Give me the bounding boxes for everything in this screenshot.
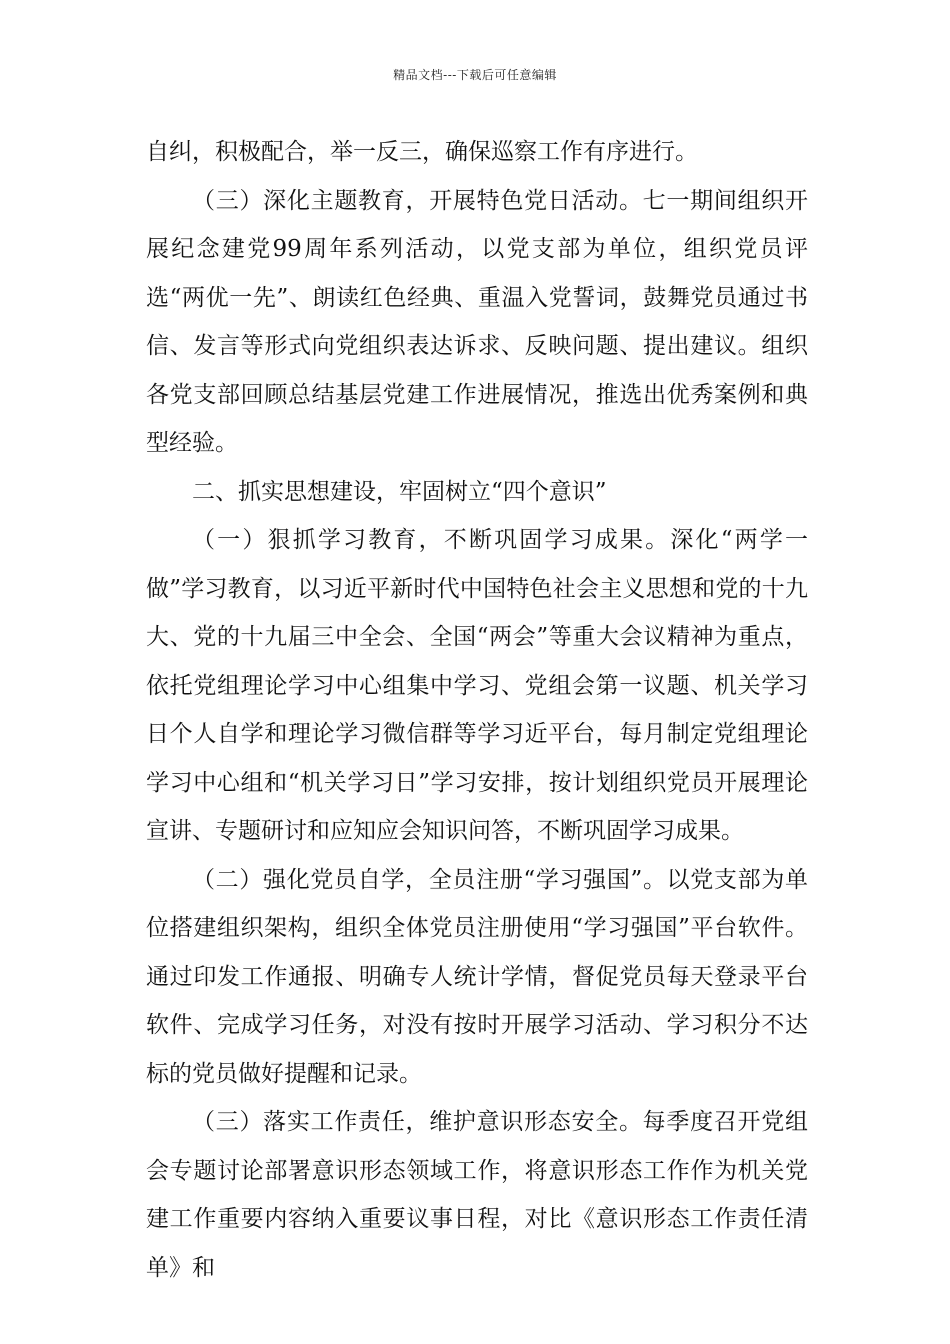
- paragraph-self-study: （二）强化党员自学，全员注册“学习强国”。以党支部为单位搭建组织架构，组织全体党员注册使用“学习强国”平台软件。通过印发工作通报、明确专人统计学情，督促党员每天登录平台软件、完成学习任务，对没有按时开展学习活动、学习积分不达标的党员做好提醒和记录。: [146, 866, 808, 1087]
- paragraph-party-day-activities: （三）深化主题教育，开展特色党日活动。七一期间组织开展纪念建党99周年系列活动，以党支部为单位，组织党员评选“两优一先”、朗读红色经典、重温入党誓词，鼓舞党员通过书信、发言等形式向党组织表达诉求、反映问题、提出建议。组织各党支部回顾总结基层党建工作进展情况，推选出优秀案例和典型经验。: [146, 187, 808, 456]
- paragraph-ideology-responsibility: （三）落实工作责任，维护意识形态安全。每季度召开党组会专题讨论部署意识形态领域工作，将意识形态工作作为机关党建工作重要内容纳入重要议事日程，对比《意识形态工作责任清单》和: [146, 1109, 808, 1281]
- paragraph-study-education: （一）狠抓学习教育，不断巩固学习成果。深化“两学一做”学习教育，以习近平新时代中国特色社会主义思想和党的十九大、党的十九届三中全会、全国“两会”等重大会议精神为重点，依托党组理论学习中心组集中学习、党组会第一议题、机关学习日个人自学和理论学习微信群等学习近平台，每月制定党组理论学习中心组和“机关学习日”学习安排，按计划组织党员开展理论宣讲、专题研讨和应知应会知识问答，不断巩固学习成果。: [146, 527, 808, 844]
- paragraph-continuation: 自纠，积极配合，举一反三，确保巡察工作有序进行。: [146, 139, 698, 165]
- document-body: [146, 128, 808, 1292]
- page-header: 精品文档---下载后可任意编辑: [393, 68, 557, 82]
- section-heading-ideological-building: 二、抓实思想建设，牢固树立“四个意识”: [192, 478, 607, 505]
